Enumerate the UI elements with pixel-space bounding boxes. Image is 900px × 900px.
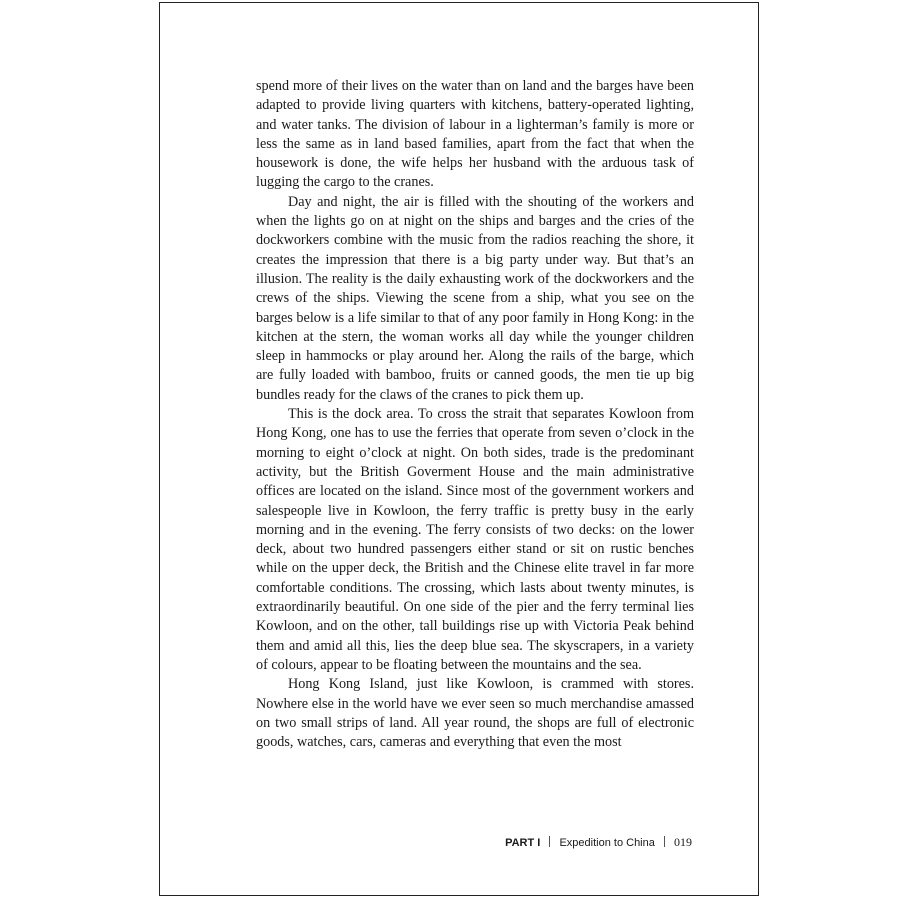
paragraph-1: spend more of their lives on the water than on land and the barges have been adapted to provide living quarters with kitchens, battery-operated lighting, and water tanks. The division of labour in a lighterman’s family is more or less the same as in land based families, apart from the fact that when the housework is done, the wife helps her husband with the arduous task of lugging the cargo to the cranes. [256, 78, 694, 191]
paragraph-3: This is the dock area. To cross the strait that separates Kowloon from Hong Kong, one has to use the ferries that operate from seven o’clock in the morning to eight o’clock at night. On both sides, trade is the predominant activity, but the British Goverment House and the main administrative offices are located on the island. Since most of the government workers and salespeople live in Kowloon, the ferry traffic is pretty busy in the early morning and in the evening. The ferry consists of two decks: on the lower deck, about two hundred passengers either stand or sit on rustic benches while on the upper deck, the British and the Chinese elite travel in far more comfortable conditions. The crossing, which lasts about twenty minutes, is extraordinarily beautiful. On one side of the pier and the ferry terminal lies Kowloon, and on the other, tall buildings rise up with Victoria Peak behind them and amid all this, lies the deep blue sea. The skyscrapers, in a variety of colours, appear to be floating between the mountains and the sea. [256, 406, 694, 673]
footer-part-label: PART I [505, 837, 541, 849]
paragraph-2: Day and night, the air is filled with the shouting of the workers and when the lights go on at night on the ships and barges and the cries of the dockworkers combine with the music from the radios reaching the shore, it creates the impression that there is a big party under way. But that’s an illusion. The reality is the daily exhausting work of the dockworkers and the crews of the ships. Viewing the scene from a ship, what you see on the barges below is a life similar to that of any poor family in Hong Kong: in the kitchen at the stern, the woman works all day while the younger children sleep in hammocks or play around her. Along the rails of the barge, which are fully loaded with bamboo, fruits or canned goods, the men tie up big bundles ready for the claws of the cranes to pick them up. [256, 193, 694, 403]
page-number: 019 [674, 835, 692, 849]
footer-chapter-title: Expedition to China [559, 837, 655, 849]
footer-divider [549, 836, 550, 847]
running-footer [505, 835, 692, 850]
footer-divider [664, 836, 665, 847]
body-text [256, 77, 694, 752]
paragraph-4: Hong Kong Island, just like Kowloon, is crammed with stores. Nowhere else in the world have we ever seen so much merchandise amassed on two small strips of land. All year round, the shops are full of electronic goods, watches, cars, cameras and everything that even the most [256, 676, 694, 751]
book-page [159, 2, 759, 896]
